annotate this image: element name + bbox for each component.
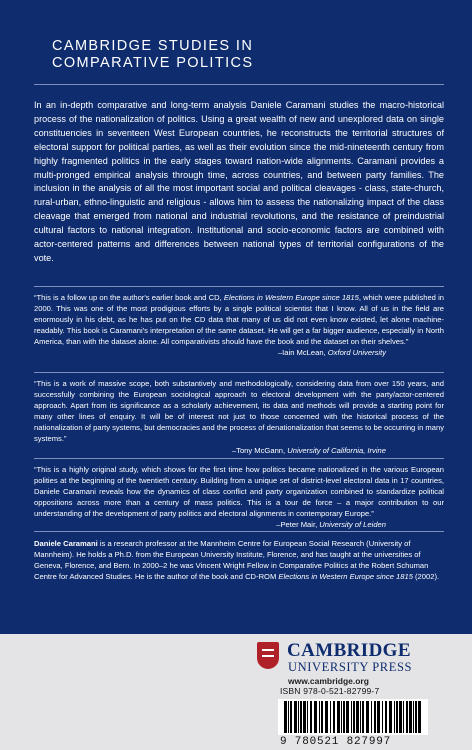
divider bbox=[34, 372, 444, 373]
author-name: Daniele Caramani bbox=[34, 539, 98, 548]
quote-text: “This is a follow up on the author's earlier book and CD, Elections in Western Europe since 1815, which were published in 2000. This was one of the most prodigious efforts by a single political scientist that I know. All of us in the field are enormously in his debt, as he has put on the CD data that many of us did not even know existed, let alone machine-readably. This book is Caramani's interpretation of the same dataset. He will get a far bigger audience, especially in North America, than with the dataset alone. All comparativists should have the book and the dataset on their shelves.” bbox=[34, 293, 444, 347]
blurb: In an in-depth comparative and long-term analysis Daniele Caramani studies the macro-historical process of the nationalization of politics. Using a great wealth of new and unexplored data on single constituencies in seventeen West European countries, he reconstructs the territorial structures of electoral support for political parties, as well as their evolution since the mid-nineteenth century from highly fragmented politics in the early stages toward nation-wide alignments. Caramani provides a multi-pronged empirical analysis through time, across countries, and between party families. The inclusion in the analysis of all the most important social and political cleavages - class, state-church, rural-urban, ethno-linguistic and religious - allows him to assess the nationalizing impact of the class cleavage that emerged from national and industrial revolutions, and the resistance of preindustrial cultural factors to national integration. Institutional and socio-economic factors are combined with actor-centered patterns and differences between national types of territorial configurations of the vote. bbox=[34, 100, 444, 263]
quote-text: “This is a highly original study, which shows for the first time how politics became nationalized in the various European polities at the beginning of the twentieth century. Building from a unique set of district-level electoral data in 17 countries, Daniele Caramani reveals how the dynamics of class conflict and party organization combined to standardize political oppositions across more than a century of mass politics. This is a tour de force – a major contribution to our understanding of the development of party politics and electoral alignments in contemporary Europe.” bbox=[34, 465, 444, 519]
review-quote bbox=[34, 292, 444, 359]
series-title bbox=[52, 38, 254, 72]
publisher-url: www.cambridge.org bbox=[288, 676, 369, 686]
divider bbox=[34, 458, 444, 459]
barcode bbox=[278, 699, 428, 735]
quote-text: “This is a work of massive scope, both substantively and methodologically, considering data from over 150 years, and successfully combining the European sociological approach to electoral development with the party/actor-centered approach. Apart from its significance as a scholarly achievement, its data and methods will provide a starting point for many other lines of enquiry. It will be of interest not just to those concerned with the historical process of the nationalization of party systems, but democracies and the process of denationalization that seems to be occurring in many systems.” bbox=[34, 379, 444, 444]
publisher-name: CAMBRIDGE bbox=[287, 640, 411, 661]
barcode-bars-icon bbox=[282, 701, 424, 733]
series-title-line: COMPARATIVE POLITICS bbox=[52, 55, 254, 71]
review-quote bbox=[34, 378, 444, 456]
divider bbox=[34, 531, 444, 532]
series-title-line: CAMBRIDGE STUDIES IN bbox=[52, 38, 254, 54]
shield-icon bbox=[257, 642, 279, 669]
isbn-label: ISBN 978-0-521-82799-7 bbox=[280, 686, 380, 696]
quote-attribution: –Iain McLean, Oxford University bbox=[277, 348, 386, 358]
publisher-subname: UNIVERSITY PRESS bbox=[288, 660, 413, 674]
divider bbox=[34, 286, 444, 287]
barcode-digits: 9 780521 827997 bbox=[280, 736, 392, 748]
quote-attribution: –Peter Mair, University of Leiden bbox=[276, 520, 386, 530]
divider bbox=[34, 84, 444, 85]
review-quote bbox=[34, 464, 444, 531]
author-bio: Daniele Caramani is a research professor at the Mannheim Centre for European Social Research (University of Mannheim). He holds a Ph.D. from the European University Institute, Florence, and has taught at the universities of Geneva, Florence, and Bern. In 2000–2 he was Vincent Wright Fellow in Comparative Politics at the Robert Schuman Centre for Advanced Studies. He is the author of the book and CD-ROM Elections in Western Europe since 1815 (2002). bbox=[34, 539, 440, 582]
quote-attribution: –Tony McGann, University of California, Irvine bbox=[231, 445, 386, 455]
